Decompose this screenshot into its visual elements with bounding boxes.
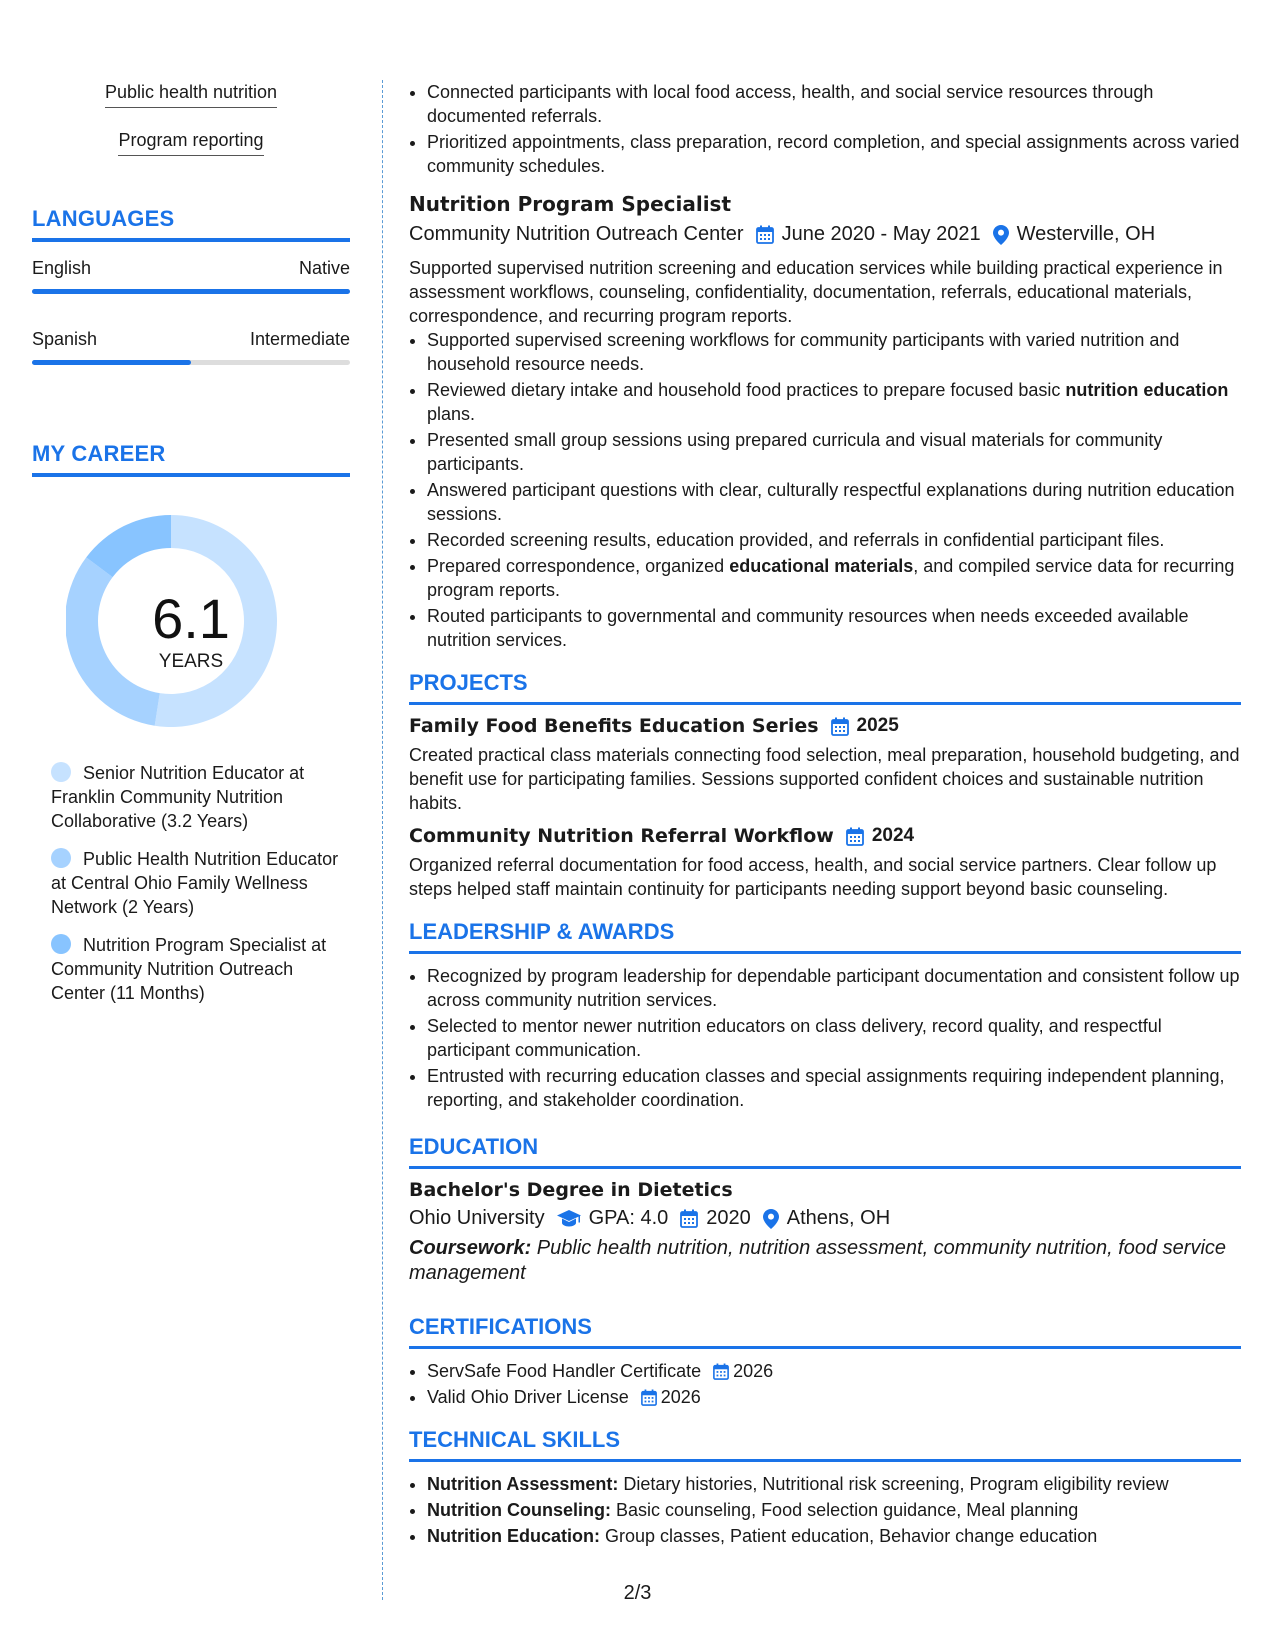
- project-title: Family Food Benefits Education Series: [409, 715, 819, 737]
- technical-skill-item: • Nutrition Education: Group classes, Patient education, Behavior change education: [427, 1524, 1241, 1548]
- job-meta: [409, 223, 1241, 246]
- project-year: 2024: [871, 825, 915, 846]
- project-description: Created practical class materials connecting food selection, meal preparation, household budgeting, and benefit use for participating families. Sessions supported confident choices and sustainable nutrition habits.: [409, 745, 1240, 813]
- career-legend-item: [32, 933, 350, 1005]
- bullet-item: • Prioritized appointments, class preparation, record completion, and special assignments across varied community schedules.: [427, 130, 1241, 178]
- graduation-cap-icon: [557, 1210, 581, 1227]
- coursework: Coursework: Public health nutrition, nutrition assessment, community nutrition, food service management: [409, 1237, 1227, 1284]
- certifications-list: [409, 1359, 1241, 1409]
- career-total: 6.1: [152, 587, 230, 650]
- language-level-fill: [32, 360, 191, 365]
- bullet-item: • Recorded screening results, education provided, and referrals in confidential participant files.: [427, 528, 1241, 552]
- leadership-heading: LEADERSHIP & AWARDS: [409, 919, 1241, 954]
- job-dates: June 2020 - May 2021: [781, 223, 981, 245]
- career-legend-text: Senior Nutrition Educator at Franklin Community Nutrition Collaborative (3.2 Years): [51, 763, 305, 831]
- language-name: English: [32, 258, 92, 278]
- language-name: Spanish: [32, 329, 98, 349]
- skill-label: Public health nutrition: [105, 82, 277, 108]
- languages-heading: LANGUAGES: [32, 206, 350, 242]
- career-donut: [32, 515, 350, 755]
- technical-skill-item: • Nutrition Counseling: Basic counseling, Food selection guidance, Meal planning: [427, 1498, 1241, 1522]
- map-pin-icon: [763, 1209, 779, 1229]
- language-item: [32, 329, 350, 365]
- calendar-icon: [831, 717, 849, 736]
- school-location: Athens, OH: [786, 1207, 891, 1229]
- technical-skills-list: [409, 1472, 1241, 1548]
- graduation-year: 2020: [706, 1207, 751, 1229]
- education-heading: EDUCATION: [409, 1134, 1241, 1169]
- job-bullets: [409, 328, 1241, 652]
- career-legend-item: [32, 847, 350, 919]
- language-level-fill: [32, 289, 350, 294]
- calendar-icon: [680, 1209, 698, 1228]
- certification-item: • Valid Ohio Driver License 2026: [427, 1385, 1241, 1409]
- bullet-item: • Prepared correspondence, organized educational materials, and compiled service data for recurring program reports.: [427, 554, 1241, 602]
- technical-skills-heading: TECHNICAL SKILLS: [409, 1427, 1241, 1462]
- project-title: Community Nutrition Referral Workflow: [409, 825, 834, 847]
- bullet-item: • Routed participants to governmental and community resources when needs exceeded available nutrition services.: [427, 604, 1241, 652]
- page-number: 2/3: [623, 1582, 652, 1604]
- education-meta: [409, 1207, 1241, 1230]
- project-item: [409, 825, 1241, 901]
- calendar-icon: [846, 827, 864, 846]
- skill-tag: [32, 130, 350, 156]
- column-divider: [382, 80, 383, 1600]
- language-level: Intermediate: [249, 329, 350, 349]
- bullet-item: • Answered participant questions with clear, culturally respectful explanations during nutrition education sessions.: [427, 478, 1241, 526]
- career-legend-text: Nutrition Program Specialist at Community Nutrition Outreach Center (11 Months): [51, 935, 327, 1003]
- job-title: Nutrition Program Specialist: [409, 192, 732, 216]
- career-legend: [32, 761, 350, 1005]
- project-description: Organized referral documentation for food access, health, and social service partners. Clear follow up steps helped staff maintain continuity for participants needing support beyond basic counseling.: [409, 855, 1217, 899]
- leadership-list: [409, 964, 1241, 1112]
- project-year: 2025: [856, 715, 899, 736]
- skill-tag: [32, 82, 350, 108]
- certifications-heading: CERTIFICATIONS: [409, 1314, 1241, 1349]
- career-heading: MY CAREER: [32, 441, 350, 477]
- skill-label: Program reporting: [118, 130, 263, 156]
- language-level-bar: [32, 289, 350, 294]
- job-company: Community Nutrition Outreach Center: [409, 223, 744, 245]
- calendar-icon: [756, 225, 774, 244]
- language-item: [32, 258, 350, 294]
- legend-dot-icon: [51, 848, 71, 868]
- bullet-item: • Reviewed dietary intake and household food practices to prepare focused basic nutrition education plans.: [427, 378, 1241, 426]
- language-level-bar: [32, 360, 350, 365]
- technical-skill-item: • Nutrition Assessment: Dietary histories, Nutritional risk screening, Program eligibility review: [427, 1472, 1241, 1496]
- degree-title: Bachelor's Degree in Dietetics: [409, 1179, 733, 1201]
- legend-dot-icon: [51, 762, 71, 782]
- calendar-icon: [713, 1363, 729, 1380]
- bullet-item: • Connected participants with local food access, health, and social service resources through documented referrals.: [427, 80, 1241, 128]
- bullet-item: • Supported supervised screening workflows for community participants with varied nutrition and household resource needs.: [427, 328, 1241, 376]
- language-level: Native: [298, 258, 350, 278]
- legend-dot-icon: [51, 934, 71, 954]
- certification-item: • ServSafe Food Handler Certificate 2026: [427, 1359, 1241, 1383]
- career-legend-item: [32, 761, 350, 833]
- career-unit: YEARS: [158, 651, 224, 672]
- calendar-icon: [641, 1389, 657, 1406]
- previous-job-bullets: [409, 80, 1241, 178]
- bullet-item: • Entrusted with recurring education classes and special assignments requiring independent planning, reporting, and stakeholder coordination.: [427, 1064, 1241, 1112]
- sidebar: [32, 82, 350, 1019]
- bullet-item: • Selected to mentor newer nutrition educators on class delivery, record quality, and respectful participant communication.: [427, 1014, 1241, 1062]
- projects-heading: PROJECTS: [409, 670, 1241, 705]
- bullet-item: • Presented small group sessions using prepared curricula and visual materials for community participants.: [427, 428, 1241, 476]
- gpa: GPA: 4.0: [588, 1207, 669, 1229]
- bullet-item: • Recognized by program leadership for dependable participant documentation and consistent follow up across community nutrition services.: [427, 964, 1241, 1012]
- main-content: [409, 80, 1241, 1550]
- map-pin-icon: [993, 225, 1009, 245]
- job-location: Westerville, OH: [1016, 223, 1156, 245]
- job-summary: Supported supervised nutrition screening and education services while building practical experience in assessment workflows, counseling, confidentiality, documentation, referrals, educational materials, correspondence, and recurring program reports.: [409, 258, 1223, 326]
- project-item: [409, 715, 1241, 815]
- school-name: Ohio University: [409, 1207, 545, 1229]
- career-legend-text: Public Health Nutrition Educator at Central Ohio Family Wellness Network (2 Years): [51, 849, 339, 917]
